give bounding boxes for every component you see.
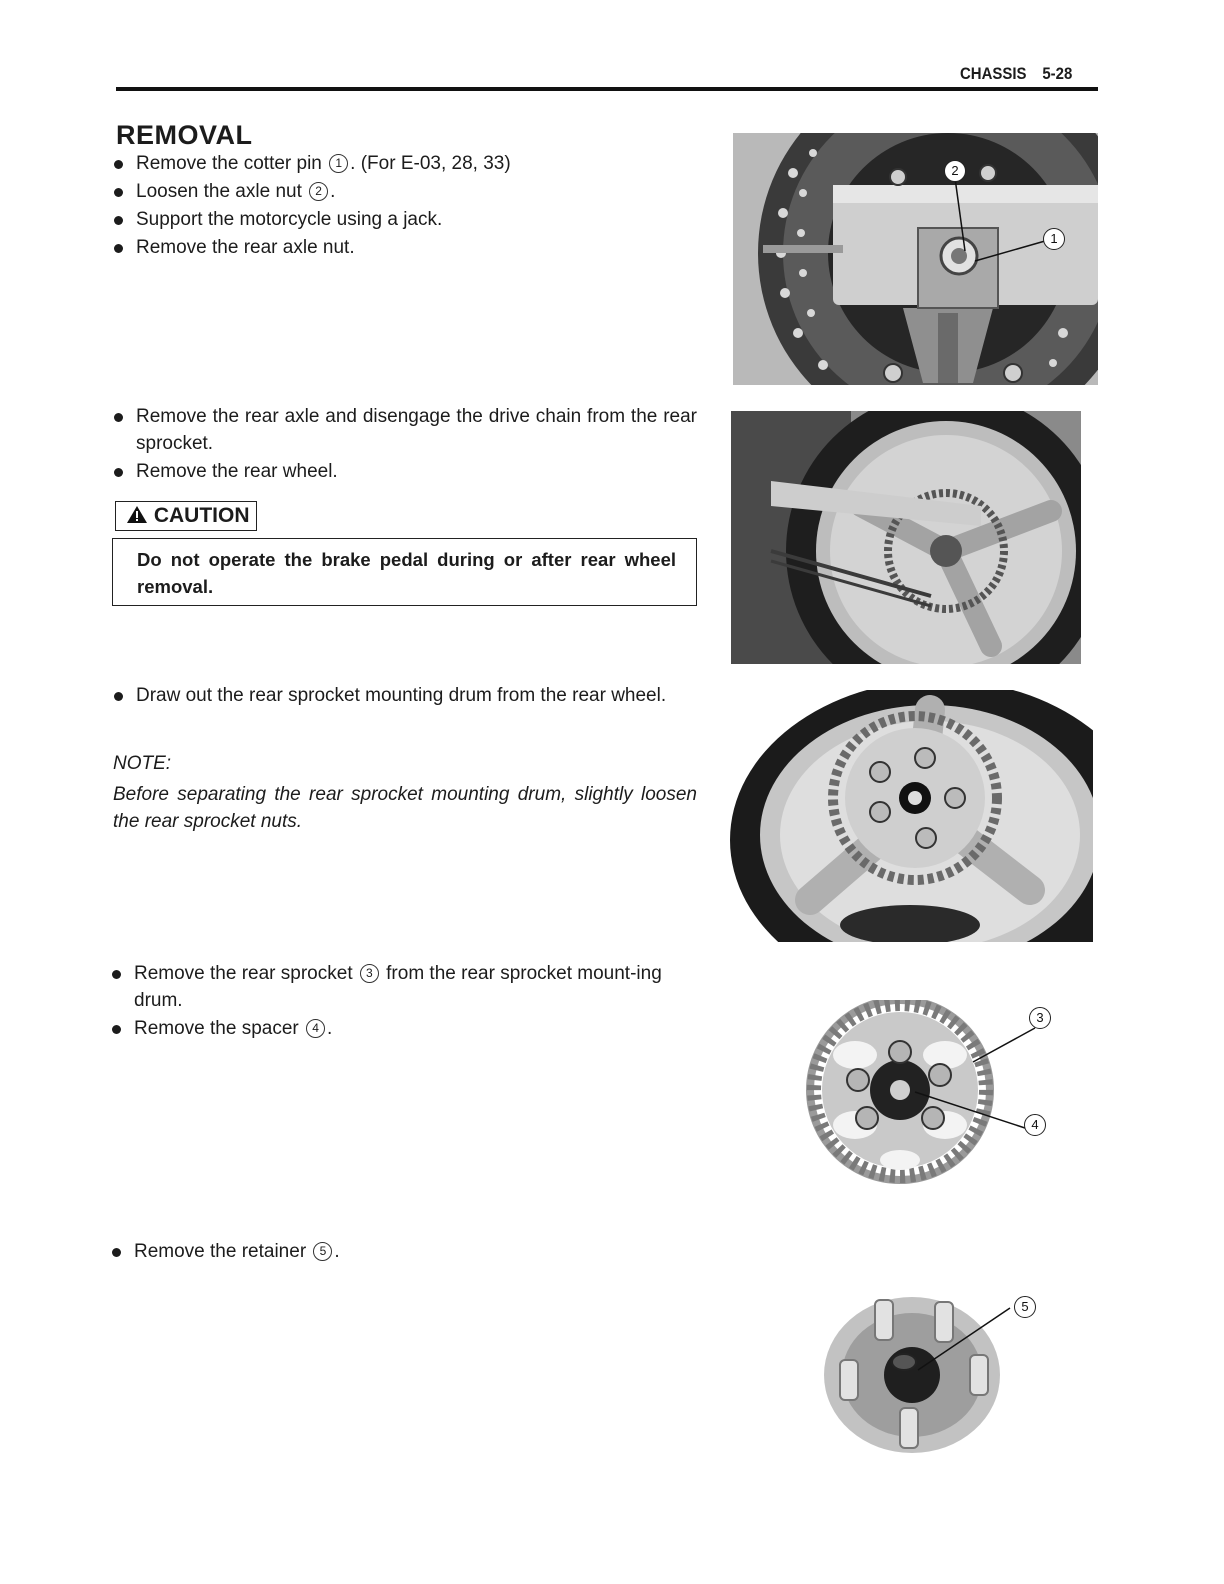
step-text: Remove the rear sprocket	[134, 963, 358, 984]
photo-rear-wheel-chain	[731, 411, 1081, 664]
step-remove-retainer	[112, 1238, 695, 1265]
page-header	[960, 64, 1088, 84]
sprocket-photo-illustration	[795, 1000, 1057, 1185]
caution-label	[115, 501, 257, 531]
section-heading: REMOVAL	[116, 120, 253, 150]
photo-callout-1: 1	[1043, 228, 1065, 250]
step-remove-spacer	[112, 1015, 695, 1042]
step-text: . (For E-03, 28, 33)	[350, 153, 511, 174]
bullet	[114, 244, 123, 253]
caution-label-text: CAUTION	[153, 504, 250, 527]
step-text: Support the motorcycle using a jack.	[136, 209, 443, 230]
step-text: Loosen the axle nut	[136, 181, 308, 202]
step-remove-axle-nut	[114, 234, 674, 261]
photo-callout-5: 5	[1014, 1296, 1036, 1318]
wheel-chain-photo-illustration	[731, 411, 1081, 664]
bullet	[112, 1025, 121, 1034]
bullet	[114, 188, 123, 197]
step-text: Remove the rear axle nut.	[136, 237, 355, 258]
step-remove-cotter-pin	[114, 150, 674, 177]
step-text: .	[327, 1018, 333, 1039]
bullet	[112, 1248, 121, 1257]
callout-ref-1: 1	[329, 154, 348, 173]
step-remove-rear-axle	[114, 403, 697, 457]
step-text: from the rear sprocket mount-ing drum.	[134, 963, 662, 1011]
step-text: Remove the spacer	[134, 1018, 305, 1039]
sprocket-wheel-photo-illustration	[730, 690, 1093, 942]
bullet	[112, 970, 121, 979]
header-rule	[116, 87, 1098, 91]
photo-callout-2: 2	[944, 160, 966, 182]
section-title: CHASSIS	[960, 64, 1027, 83]
axle-photo-illustration	[733, 133, 1098, 385]
callout-ref-4: 4	[306, 1019, 325, 1038]
callout-ref-5: 5	[313, 1242, 332, 1261]
photo-callout-3: 3	[1029, 1007, 1051, 1029]
callout-ref-3: 3	[360, 964, 379, 983]
bullet	[114, 216, 123, 225]
step-text: Remove the cotter pin	[136, 153, 328, 174]
step-draw-out-drum	[114, 682, 697, 709]
step-text: Remove the retainer	[134, 1241, 312, 1262]
step-text: .	[334, 1241, 340, 1262]
photo-retainer	[820, 1290, 1050, 1455]
caution-box: Do not operate the brake pedal during or after rear wheel removal.	[112, 538, 697, 606]
bullet	[114, 413, 123, 422]
note-heading: NOTE:	[113, 753, 172, 774]
bullet	[114, 692, 123, 701]
photo-callout-4: 4	[1024, 1114, 1046, 1136]
bullet	[114, 468, 123, 477]
step-loosen-axle-nut	[114, 178, 674, 205]
bullet	[114, 160, 123, 169]
step-text: Draw out the rear sprocket mounting drum from the rear wheel.	[136, 685, 667, 706]
photo-rear-sprocket-spacer	[795, 1000, 1057, 1185]
photo-rear-axle-cotter-pin	[733, 133, 1098, 385]
photo-sprocket-drum-in-wheel	[730, 690, 1093, 942]
page-number: 5-28	[1042, 64, 1073, 83]
warning-triangle-icon	[126, 505, 148, 524]
step-remove-sprocket	[112, 960, 695, 1014]
step-remove-rear-wheel	[114, 458, 697, 485]
step-text: .	[330, 181, 336, 202]
step-support-motorcycle	[114, 206, 674, 233]
step-text: Remove the rear axle and disengage the drive chain from the rear sprocket.	[136, 406, 697, 454]
note-text: Before separating the rear sprocket mounting drum, slightly loosen the rear sprocket nuts.	[113, 784, 697, 832]
step-text: Remove the rear wheel.	[136, 461, 338, 482]
retainer-photo-illustration	[820, 1290, 1050, 1455]
callout-ref-2: 2	[309, 182, 328, 201]
